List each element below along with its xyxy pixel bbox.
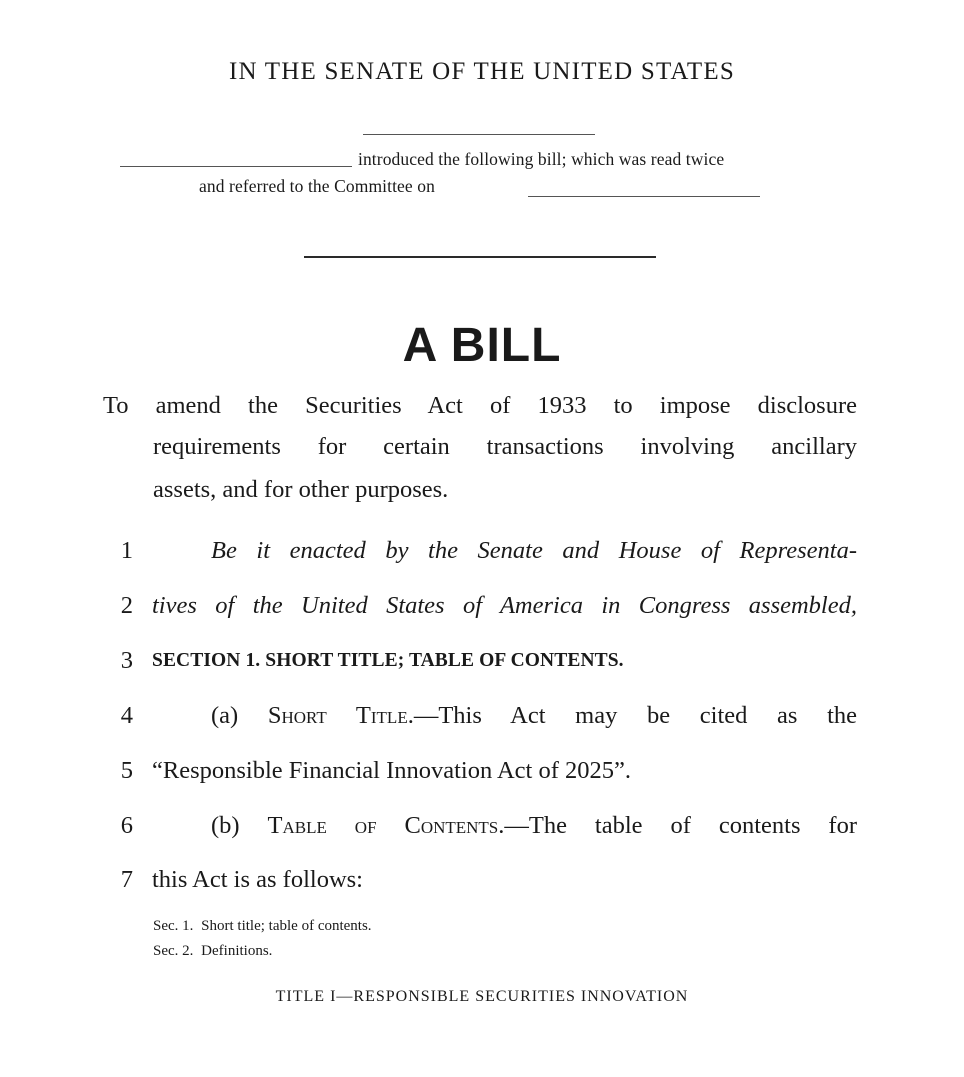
chamber-heading: IN THE SENATE OF THE UNITED STATES <box>229 58 735 85</box>
referral-text: and referred to the Committee on <box>199 176 435 196</box>
section-heading: SECTION 1. SHORT TITLE; TABLE OF CONTENTS. <box>152 650 624 671</box>
toc-intro-line <box>211 812 857 840</box>
line-number: 6 <box>120 812 133 839</box>
sponsor-blank <box>120 166 352 167</box>
title-heading: TITLE I—RESPONSIBLE SECURITIES INNOVATION <box>275 988 689 1005</box>
purpose-line-3 <box>153 476 448 504</box>
enacting-clause-2 <box>152 592 857 620</box>
committee-blank <box>528 196 760 197</box>
purpose-text-1: To amend the Securities Act of 1933 to impose disclosure <box>103 392 857 419</box>
subsection-heading: Table of Contents <box>267 812 499 839</box>
line-number: 1 <box>120 537 133 564</box>
subsection-text: .—The table of contents for <box>498 812 857 839</box>
line-text: tives of the United States of America in Congress assembled, <box>152 592 857 619</box>
purpose-line-1 <box>103 392 857 420</box>
toc-text: Definitions. <box>201 943 273 959</box>
toc-label: Sec. 2. <box>153 943 194 959</box>
short-title-line <box>211 702 857 730</box>
subsection-label: (a) <box>211 702 268 729</box>
line-text <box>211 812 857 840</box>
enacting-clause-1 <box>211 537 857 565</box>
subsection-text: .—This Act may be cited as the <box>407 702 857 729</box>
toc-entry <box>153 918 372 935</box>
line-number: 5 <box>120 757 133 784</box>
purpose-text-3: assets, and for other purposes. <box>153 476 449 503</box>
header-divider <box>304 256 656 258</box>
header-short-rule <box>363 134 595 135</box>
act-name-line: “Responsible Financial Innovation Act of 2025”. <box>152 757 632 784</box>
toc-label: Sec. 1. <box>153 918 194 934</box>
subsection-heading: Short Title <box>267 702 408 729</box>
intro-text: introduced the following bill; which was read twice <box>358 149 725 169</box>
line-number: 3 <box>120 647 133 674</box>
purpose-line-2 <box>153 433 857 461</box>
bill-title: A BILL <box>402 319 562 372</box>
line-number: 4 <box>120 702 133 729</box>
line-number: 2 <box>120 592 133 619</box>
toc-lead-line: this Act is as follows: <box>152 866 363 893</box>
purpose-text-2: requirements for certain transactions involving ancillary <box>153 433 857 460</box>
toc-entry <box>153 943 272 960</box>
toc-text: Short title; table of contents. <box>201 918 372 934</box>
line-number: 7 <box>120 866 133 893</box>
line-text <box>211 702 857 730</box>
line-text: Be it enacted by the Senate and House of Representa- <box>211 537 857 564</box>
subsection-label: (b) <box>211 812 268 839</box>
